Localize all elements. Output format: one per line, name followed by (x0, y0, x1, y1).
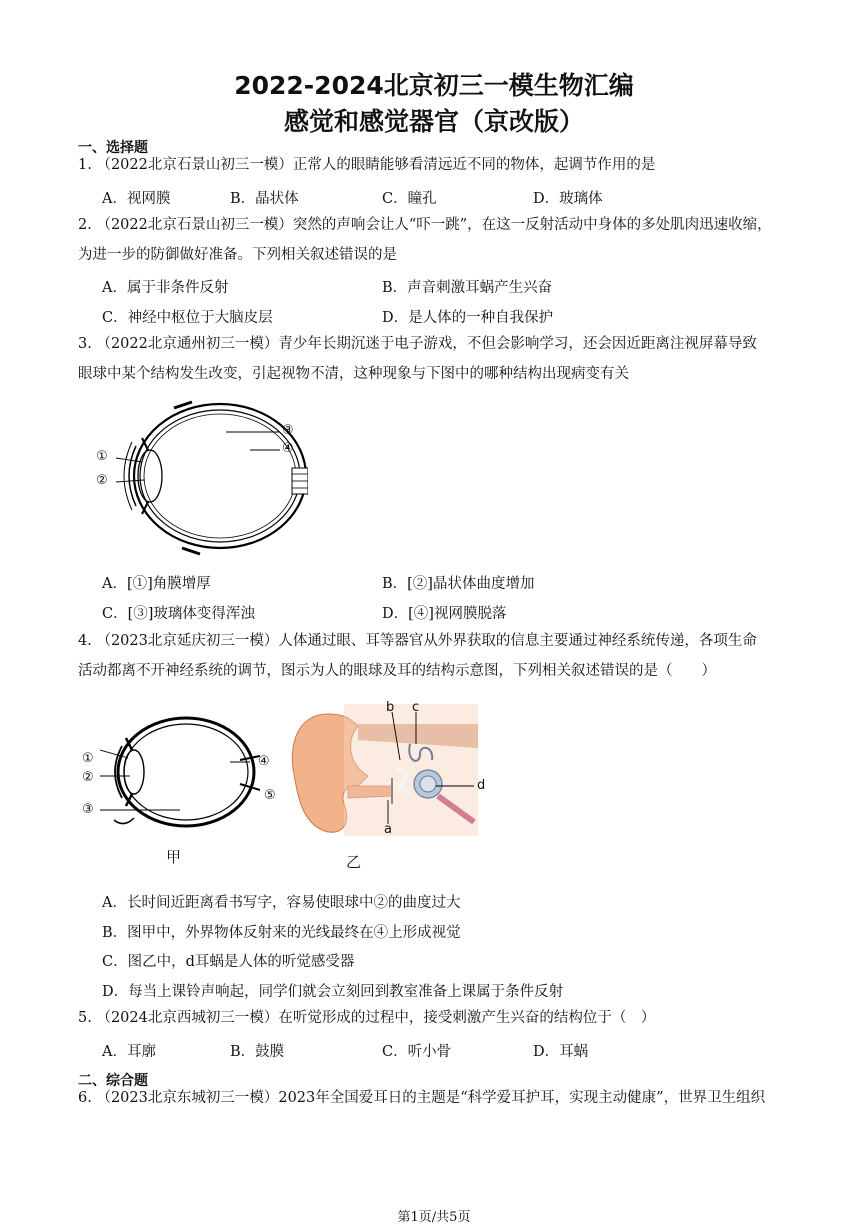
question-4-stem-line2: 活动都离不开神经系统的调节，图示为人的眼球及耳的结构示意图，下列相关叙述错误的是（ ） (78, 663, 716, 679)
question-2-stem-line1: 2. （2022北京石景山初三一模）突然的声响会让人“吓一跳”，在这一反射活动中身体的多处肌肉迅速收缩， (78, 217, 772, 233)
question-3-stem-line2: 眼球中某个结构发生改变，引起视物不清，这种现象与下图中的哪种结构出现病变有关 (78, 366, 629, 382)
q3-option-a: A．[①]角膜增厚 (102, 576, 211, 592)
q4-ear-label-d: d (477, 778, 486, 793)
q5-option-b: B．鼓膜 (230, 1044, 285, 1060)
q3-figure-label-2: ② (96, 473, 108, 488)
page-subtitle: 感觉和感觉器官（京改版） (283, 107, 584, 136)
page-title: 2022-2024北京初三一模生物汇编 (234, 71, 634, 100)
q3-option-c: C．[③]玻璃体变得浑浊 (102, 606, 255, 622)
q4-eye-label-3: ③ (82, 802, 94, 817)
question-6-stem: 6. （2023北京东城初三一模）2023年全国爱耳日的主题是“科学爱耳护耳，实现主动健康”，世界卫生组织 (78, 1090, 766, 1106)
section-heading-choice: 一、选择题 (78, 140, 148, 156)
question-3-stem-line1: 3. （2022北京通州初三一模）青少年长期沉迷于电子游戏，不但会影响学习，还会因近距离注视屏幕导致 (78, 336, 757, 352)
q3-figure-label-1: ① (96, 449, 108, 464)
q4-ear-label-a: a (384, 822, 392, 837)
q4-eye-label-1: ① (82, 751, 94, 766)
q3-option-b: B．[②]晶状体曲度增加 (382, 576, 535, 592)
q1-option-d: D．玻璃体 (533, 191, 603, 207)
q4-option-c: C．图乙中，d耳蜗是人体的听觉感受器 (102, 954, 355, 970)
q3-figure-label-4: ④ (282, 441, 294, 456)
q4-eye-label-2: ② (82, 770, 94, 785)
q4-eye-label-4: ④ (258, 754, 270, 769)
question-1-stem: 1. （2022北京石景山初三一模）正常人的眼睛能够看清远近不同的物体，起调节作用的是 (78, 157, 656, 173)
q4-caption-jia: 甲 (166, 848, 182, 866)
q1-option-c: C．瞳孔 (382, 191, 437, 207)
q4-ear-label-b: b (386, 700, 395, 715)
question-4-stem-line1: 4. （2023北京延庆初三一模）人体通过眼、耳等器官从外界获取的信息主要通过神经系统传递，各项生命 (78, 633, 757, 649)
ear-diagram-yi (288, 704, 478, 836)
q2-option-a: A．属于非条件反射 (102, 280, 229, 296)
q4-option-b: B．图甲中，外界物体反射来的光线最终在④上形成视觉 (102, 925, 461, 941)
q2-option-c: C．神经中枢位于大脑皮层 (102, 310, 273, 326)
q3-option-d: D．[④]视网膜脱落 (382, 606, 507, 622)
q5-option-c: C．听小骨 (382, 1044, 452, 1060)
q2-option-d: D．是人体的一种自我保护 (382, 310, 554, 326)
q4-option-a: A．长时间近距离看书写字，容易使眼球中②的曲度过大 (102, 895, 461, 911)
q5-option-a: A．耳廓 (102, 1044, 156, 1060)
page-footer: 第1页/共5页 (397, 1210, 471, 1225)
q2-option-b: B．声音刺激耳蜗产生兴奋 (382, 280, 553, 296)
q4-ear-label-c: c (412, 700, 420, 715)
q1-option-b: B．晶状体 (230, 191, 299, 207)
q4-eye-label-5: ⑤ (264, 788, 276, 803)
q5-option-d: D．耳蜗 (533, 1044, 589, 1060)
eye-diagram-jia (100, 710, 260, 840)
q3-figure-label-3: ③ (282, 423, 294, 438)
q1-option-a: A．视网膜 (102, 191, 171, 207)
q4-option-d: D．每当上课铃声响起，同学们就会立刻回到教室准备上课属于条件反射 (102, 984, 564, 1000)
question-2-stem-line2: 为进一步的防御做好准备。下列相关叙述错误的是 (78, 247, 397, 263)
eye-diagram-q3 (92, 398, 308, 558)
section-heading-comprehensive: 二、综合题 (78, 1073, 148, 1089)
q4-caption-yi: 乙 (346, 853, 362, 871)
question-5-stem: 5. （2024北京西城初三一模）在听觉形成的过程中，接受刺激产生兴奋的结构位于（ ） (78, 1010, 656, 1026)
